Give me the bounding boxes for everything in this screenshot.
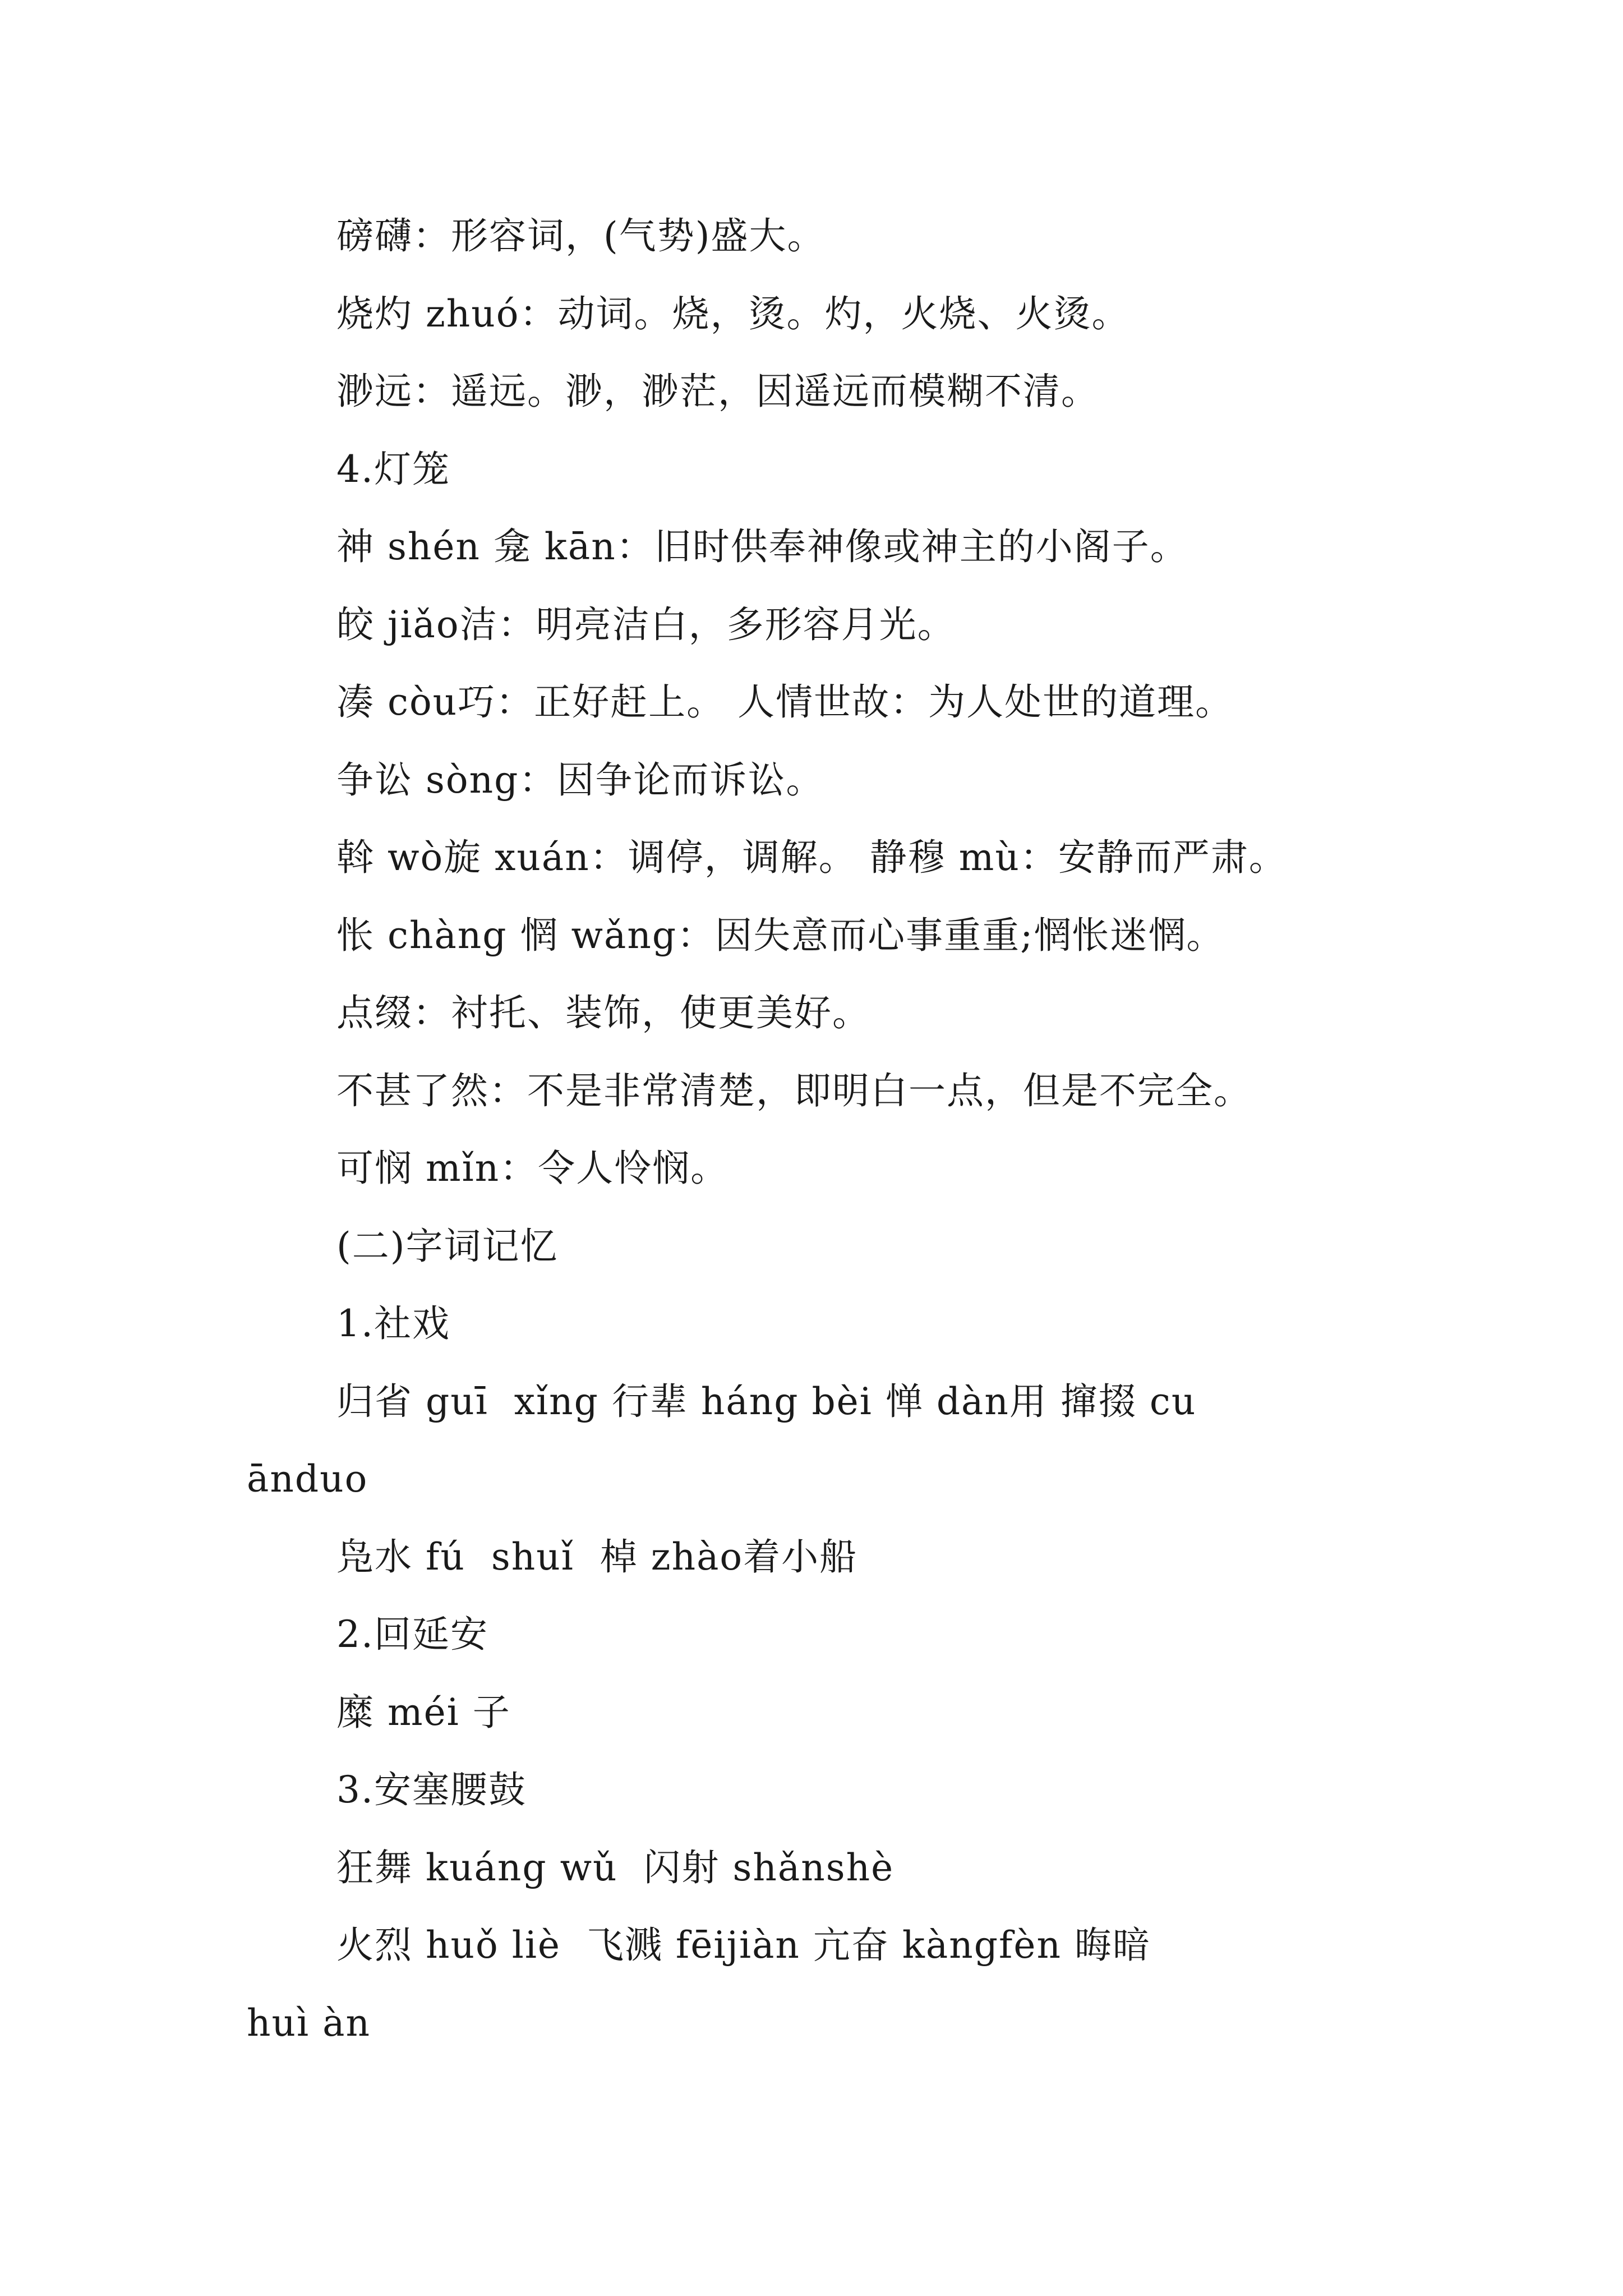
text-line: 怅 chàng 惘 wǎng：因失意而心事重重;惘怅迷惘。: [336, 913, 1225, 957]
section-heading: 3.安塞腰鼓: [336, 1768, 527, 1811]
text-line: 磅礴：形容词，(气势)盛大。: [336, 214, 826, 257]
section-heading: 2.回延安: [336, 1613, 488, 1656]
text-line: 凑 còu巧：正好赶上。 人情世故：为人处世的道理。: [336, 680, 1234, 724]
document-body: [247, 197, 1413, 2062]
text-line: 争讼 sòng：因争论而诉讼。: [336, 758, 824, 802]
text-line: 糜 méi 子: [336, 1690, 511, 1734]
text-line: 烧灼 zhuó：动词。烧，烫。灼，火烧、火烫。: [336, 292, 1130, 335]
text-line: 凫水 fú shuǐ 棹 zhào着小船: [336, 1535, 858, 1579]
text-line-continuation: ānduo: [247, 1457, 368, 1501]
text-line: 可悯 mǐn：令人怜悯。: [336, 1147, 729, 1190]
text-line-continuation: huì àn: [247, 2001, 371, 2045]
text-line: 斡 wò旋 xuán：调停，调解。 静穆 mù：安静而严肃。: [336, 836, 1287, 879]
section-heading: 4.灯笼: [336, 447, 450, 491]
text-line: 皎 jiǎo洁：明亮洁白，多形容月光。: [336, 602, 956, 646]
section-heading: (二)字词记忆: [336, 1224, 559, 1268]
text-line: 火烈 huǒ liè 飞溅 fēijiàn 亢奋 kàngfèn 晦暗: [336, 1924, 1151, 1967]
text-line: 归省 guī xǐng 行辈 háng bèi 惮 dàn用 撺掇 cu: [336, 1379, 1197, 1423]
text-line: 渺远：遥远。渺，渺茫，因遥远而模糊不清。: [336, 370, 1099, 413]
text-line: 点缀：衬托、装饰，使更美好。: [336, 991, 870, 1034]
text-line: 不甚了然：不是非常清楚，即明白一点，但是不完全。: [336, 1069, 1252, 1112]
text-line: 神 shén 龛 kān：旧时供奉神像或神主的小阁子。: [336, 525, 1188, 568]
section-heading: 1.社戏: [336, 1302, 450, 1345]
text-line: 狂舞 kuáng wǔ 闪射 shǎnshè: [336, 1846, 895, 1889]
